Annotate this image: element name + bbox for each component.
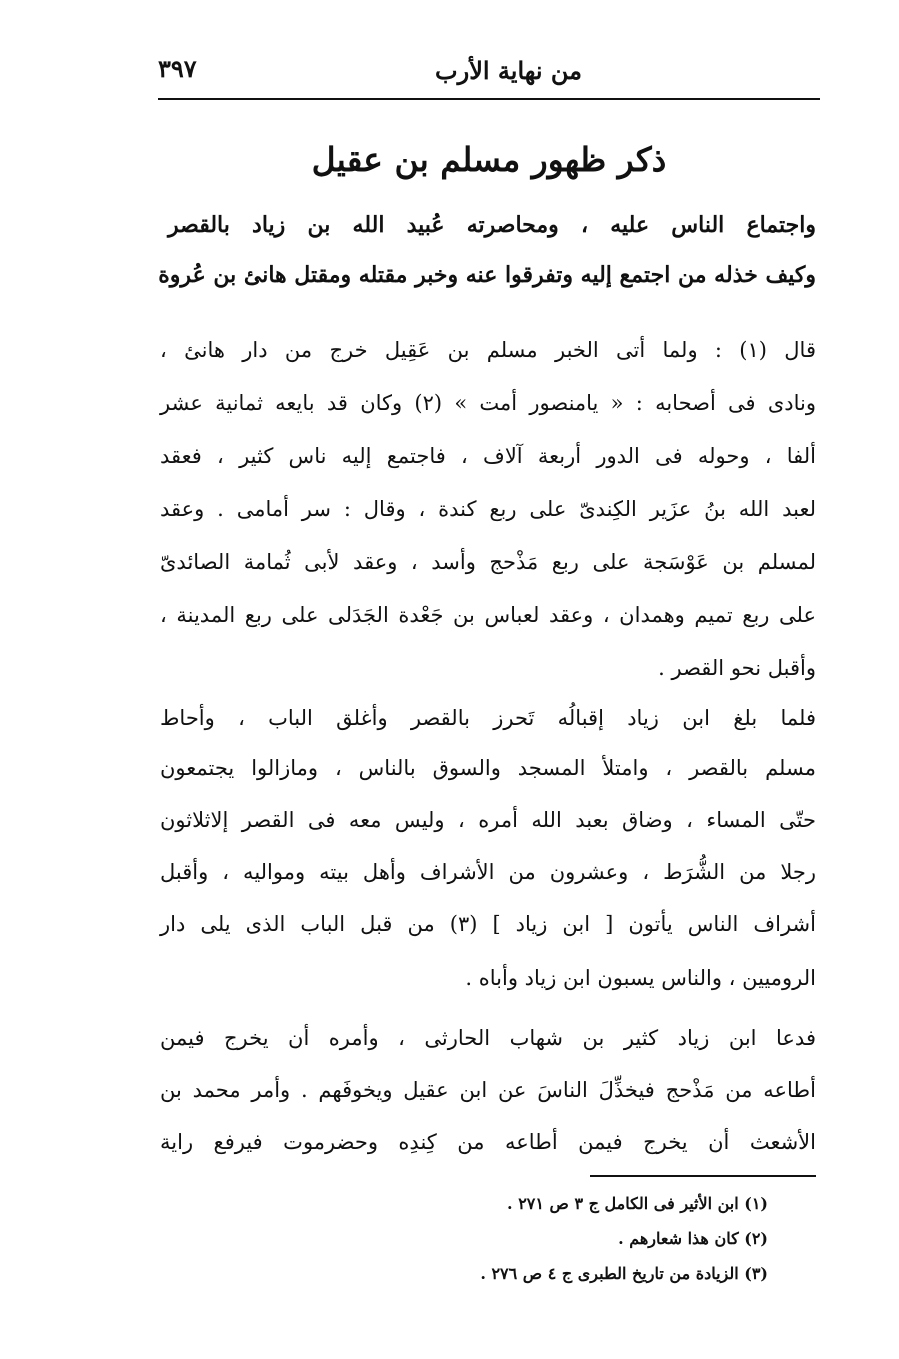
footnote-rule xyxy=(590,1175,816,1177)
running-title: من نهاية الأرب xyxy=(435,56,582,85)
body-line: لمسلم بن عَوْسَجة على ربع مَذْحج وأسد ، وعقد لأبى ثُمامة الصائدىّ xyxy=(160,550,816,574)
page-number: ٣٩٧ xyxy=(158,54,197,83)
body-line: قال (١) : ولما أتى الخبر مسلم بن عَقِيل خرج من دار هانئ ، xyxy=(160,338,816,362)
footnote: (١) ابن الأثير فى الكامل ج ٣ ص ٢٧١ . xyxy=(507,1194,768,1213)
header-rule xyxy=(158,98,820,100)
footnote: (٢) كان هذا شعارهم . xyxy=(618,1229,768,1248)
page-header xyxy=(158,52,820,96)
body-line: ونادى فى أصحابه : « يامنصور أمت » (٢) وكان قد بايعه ثمانية عشر xyxy=(160,391,816,415)
body-line: فلما بلغ ابن زياد إقبالُه تَحرز بالقصر وأغلق الباب ، وأحاط xyxy=(160,706,816,730)
footnote: (٣) الزيادة من تاريخ الطبرى ج ٤ ص ٢٧٦ . xyxy=(480,1264,768,1283)
chapter-subtitle-line: واجتماع الناس عليه ، ومحاصرته عُبيد الله بن زياد بالقصر xyxy=(168,212,816,238)
chapter-subtitle-line: وكيف خذله من اجتمع إليه وتفرقوا عنه وخبر مقتله ومقتل هانئ بن عُروة xyxy=(158,262,816,288)
body-line: على ربع تميم وهمدان ، وعقد لعباس بن جَعْدة الجَدَلى على ربع المدينة ، xyxy=(160,603,816,627)
body-line: حتّى المساء ، وضاق بعبد الله أمره ، وليس معه فى القصر إلاثلاثون xyxy=(160,808,816,832)
body-line: رجلا من الشُّرَط ، وعشرون من الأشراف وأهل بيته ومواليه ، وأقبل xyxy=(160,860,816,884)
body-line: أشراف الناس يأتون [ ابن زياد ] (٣) من قبل الباب الذى يلى دار xyxy=(160,912,816,936)
body-line: لعبد الله بنُ عزَير الكِندىّ على ربع كندة ، وقال : سر أمامى . وعقد xyxy=(160,497,816,521)
body-line: فدعا ابن زياد كثير بن شهاب الحارثى ، وأمره أن يخرج فيمن xyxy=(160,1026,816,1050)
body-line: الأشعث أن يخرج فيمن أطاعه من كِندِه وحضرموت فيرفع راية xyxy=(160,1130,816,1154)
body-line: الروميين ، والناس يسبون ابن زياد وأباه . xyxy=(465,966,816,990)
body-line: ألفا ، وحوله فى الدور أربعة آلاف ، فاجتمع إليه ناس كثير ، فعقد xyxy=(160,444,816,468)
body-line: مسلم بالقصر ، وامتلأ المسجد والسوق بالناس ، ومازالوا يجتمعون xyxy=(160,756,816,780)
body-line: أطاعه من مَذْحج فيخذِّلَ الناسَ عن ابن عقيل ويخوفَهم . وأمر محمد بن xyxy=(160,1078,816,1102)
chapter-title: ذكر ظهور مسلم بن عقيل xyxy=(311,140,667,179)
body-line: وأقبل نحو القصر . xyxy=(658,656,816,680)
